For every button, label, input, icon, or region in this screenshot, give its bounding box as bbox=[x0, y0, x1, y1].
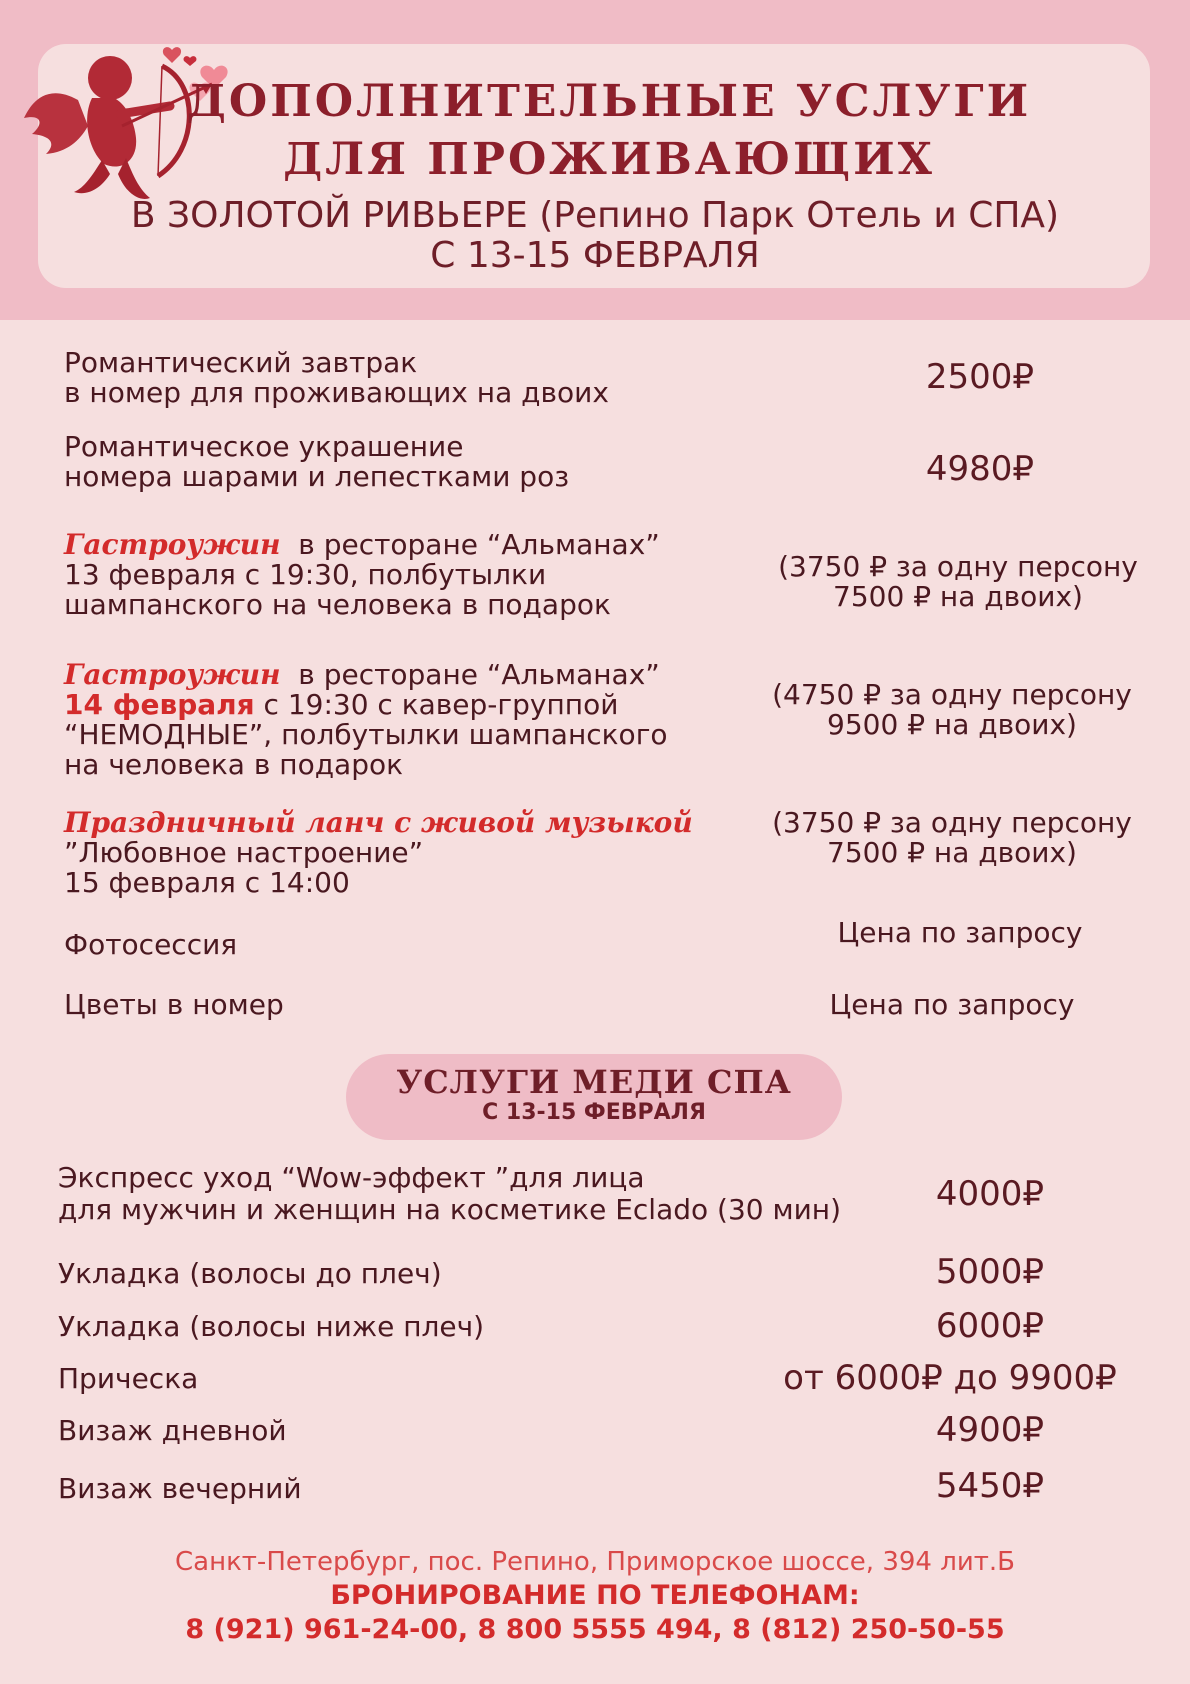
price-line: 9500 ₽ на двоих) bbox=[827, 708, 1077, 741]
spa-text: для мужчин и женщин на косметике Eclado (30 мин) bbox=[58, 1193, 842, 1226]
spa-item-hairdo: Прическа bbox=[58, 1362, 199, 1395]
spa-item-styling-long: Укладка (волосы ниже плеч) bbox=[58, 1310, 485, 1343]
service-highlight: Праздничный ланч с живой музыкой bbox=[64, 806, 693, 839]
price-line: (4750 ₽ за одну персону bbox=[772, 678, 1132, 711]
footer-address: Санкт-Петербург, пос. Репино, Приморское шоссе, 394 лит.Б bbox=[175, 1547, 1015, 1577]
spa-title: УСЛУГИ МЕДИ СПА bbox=[396, 1063, 792, 1101]
service-text: 13 февраля с 19:30, полбутылки bbox=[64, 558, 547, 591]
service-text: в ресторане “Альманах” bbox=[298, 658, 660, 691]
page-title-line2: ДЛЯ ПРОЖИВАЮЩИХ bbox=[283, 134, 935, 185]
page-title-line1: ДОПОЛНИТЕЛЬНЫЕ УСЛУГИ bbox=[186, 76, 1032, 127]
price-line: (3750 ₽ за одну персону bbox=[778, 550, 1138, 583]
service-decoration bbox=[64, 432, 569, 492]
spa-price: 5000₽ bbox=[935, 1252, 1045, 1292]
date-highlight: 14 февраля bbox=[64, 688, 255, 721]
spa-price: 5450₽ bbox=[935, 1466, 1045, 1506]
service-price: Цена по запросу bbox=[829, 988, 1075, 1021]
service-breakfast bbox=[64, 348, 609, 408]
price-line: (3750 ₽ за одну персону bbox=[772, 806, 1132, 839]
spa-price: 4000₽ bbox=[935, 1174, 1045, 1214]
service-price: Цена по запросу bbox=[837, 916, 1083, 949]
service-text: шампанского на человека в подарок bbox=[64, 588, 611, 621]
service-price bbox=[752, 552, 1164, 612]
service-text: с 19:30 с кавер-группой bbox=[263, 688, 619, 721]
service-price bbox=[746, 680, 1158, 740]
spa-price: 6000₽ bbox=[935, 1306, 1045, 1346]
spa-item-styling-short: Укладка (волосы до плеч) bbox=[58, 1257, 442, 1290]
service-price: 2500₽ bbox=[925, 357, 1035, 397]
service-text: “НЕМОДНЫЕ”, полбутылки шампанского bbox=[64, 718, 668, 751]
page-subtitle-line1: В ЗОЛОТОЙ РИВЬЕРЕ (Репино Парк Отель и СПА) bbox=[130, 195, 1060, 236]
service-dinner-13 bbox=[64, 530, 660, 620]
page-subtitle-line2: С 13-15 ФЕВРАЛЯ bbox=[430, 235, 760, 276]
service-text: в номер для проживающих на двоих bbox=[64, 376, 609, 409]
spa-price: от 6000₽ до 9900₽ bbox=[783, 1358, 1117, 1398]
service-text: 15 февраля с 14:00 bbox=[64, 866, 350, 899]
spa-item-makeup-day: Визаж дневной bbox=[58, 1414, 287, 1447]
spa-item-express-care bbox=[58, 1162, 841, 1226]
service-dinner-14 bbox=[64, 660, 668, 780]
service-text: номера шарами и лепестками роз bbox=[64, 460, 570, 493]
spa-subtitle: С 13-15 ФЕВРАЛЯ bbox=[482, 1100, 706, 1125]
service-text: на человека в подарок bbox=[64, 748, 404, 781]
footer-phones[interactable]: 8 (921) 961-24-00, 8 800 5555 494, 8 (812) 250-50-55 bbox=[185, 1614, 1005, 1645]
service-price: 4980₽ bbox=[925, 449, 1035, 489]
spa-text: Экспресс уход “Wow-эффект ”для лица bbox=[58, 1161, 645, 1194]
price-line: 7500 ₽ на двоих) bbox=[827, 836, 1077, 869]
service-photoshoot: Фотосессия bbox=[64, 928, 238, 961]
service-flowers: Цветы в номер bbox=[64, 988, 284, 1021]
service-price bbox=[746, 808, 1158, 868]
spa-price: 4900₽ bbox=[935, 1410, 1045, 1450]
service-text: в ресторане “Альманах” bbox=[298, 528, 660, 561]
spa-section-header bbox=[346, 1054, 842, 1140]
footer-booking-label: БРОНИРОВАНИЕ ПО ТЕЛЕФОНАМ: bbox=[330, 1580, 860, 1611]
price-line: 7500 ₽ на двоих) bbox=[833, 580, 1083, 613]
service-highlight: Гастроужин bbox=[64, 528, 281, 561]
service-text: Романтическое украшение bbox=[64, 430, 464, 463]
service-highlight: Гастроужин bbox=[64, 658, 281, 691]
service-lunch bbox=[64, 808, 693, 898]
service-text: Романтический завтрак bbox=[64, 346, 418, 379]
service-text: ”Любовное настроение” bbox=[64, 836, 424, 869]
spa-item-makeup-evening: Визаж вечерний bbox=[58, 1472, 302, 1505]
